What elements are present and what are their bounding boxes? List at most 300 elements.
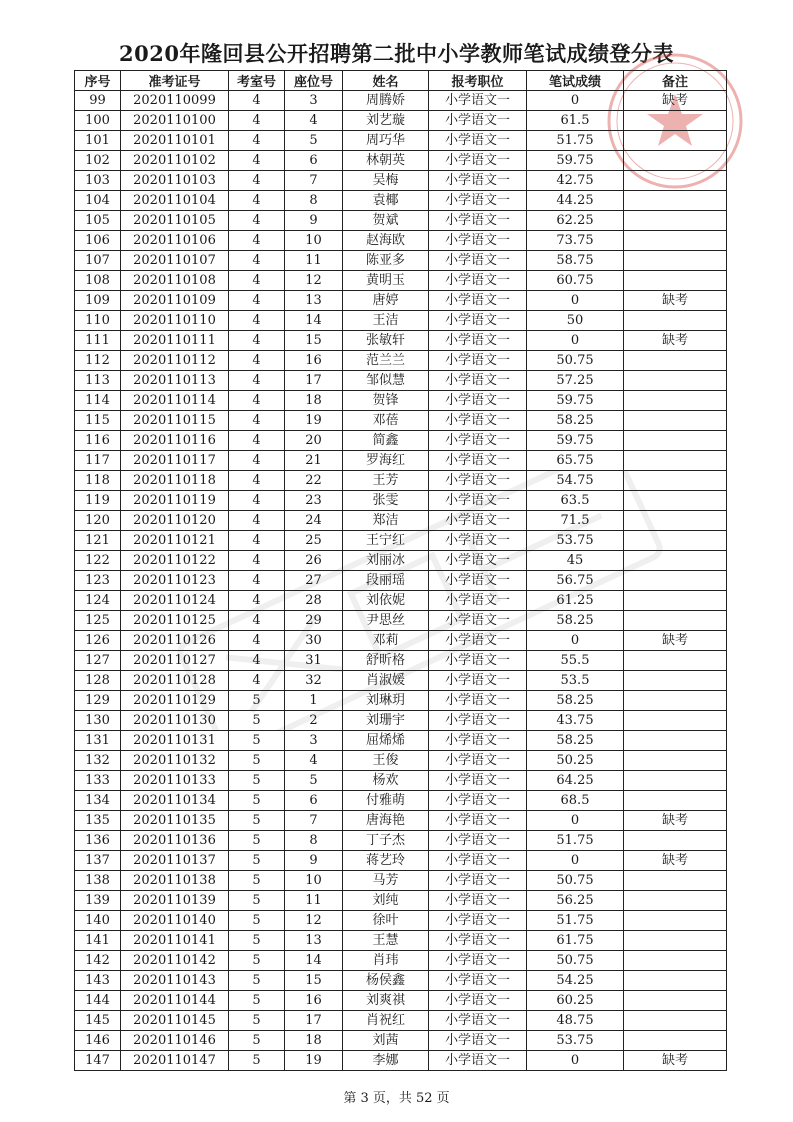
table-row bbox=[75, 351, 727, 371]
cell-remark bbox=[624, 591, 727, 611]
table-row bbox=[75, 251, 727, 271]
table-header-row bbox=[75, 71, 727, 91]
cell-seq: 124 bbox=[75, 591, 121, 611]
cell-position: 小学语文一 bbox=[429, 231, 527, 251]
cell-exam-id: 2020110130 bbox=[121, 711, 229, 731]
cell-room: 4 bbox=[229, 391, 285, 411]
cell-seq: 130 bbox=[75, 711, 121, 731]
cell-remark: 缺考 bbox=[624, 811, 727, 831]
cell-position: 小学语文一 bbox=[429, 651, 527, 671]
cell-name: 王芳 bbox=[343, 471, 429, 491]
cell-seat: 13 bbox=[285, 931, 343, 951]
cell-name: 杨欢 bbox=[343, 771, 429, 791]
cell-score: 0 bbox=[527, 851, 624, 871]
cell-exam-id: 2020110147 bbox=[121, 1051, 229, 1071]
cell-remark bbox=[624, 371, 727, 391]
cell-name: 肖祝红 bbox=[343, 1011, 429, 1031]
table-row bbox=[75, 951, 727, 971]
cell-room: 4 bbox=[229, 571, 285, 591]
cell-remark bbox=[624, 111, 727, 131]
cell-seat: 18 bbox=[285, 1031, 343, 1051]
cell-seq: 140 bbox=[75, 911, 121, 931]
cell-room: 5 bbox=[229, 731, 285, 751]
cell-exam-id: 2020110120 bbox=[121, 511, 229, 531]
cell-name: 舒昕格 bbox=[343, 651, 429, 671]
cell-score: 71.5 bbox=[527, 511, 624, 531]
table-row bbox=[75, 271, 727, 291]
cell-remark bbox=[624, 551, 727, 571]
cell-room: 5 bbox=[229, 791, 285, 811]
cell-score: 64.25 bbox=[527, 771, 624, 791]
cell-position: 小学语文一 bbox=[429, 591, 527, 611]
cell-seq: 135 bbox=[75, 811, 121, 831]
cell-score: 53.75 bbox=[527, 1031, 624, 1051]
cell-exam-id: 2020110122 bbox=[121, 551, 229, 571]
cell-name: 范兰兰 bbox=[343, 351, 429, 371]
cell-seq: 147 bbox=[75, 1051, 121, 1071]
cell-name: 张雯 bbox=[343, 491, 429, 511]
cell-exam-id: 2020110125 bbox=[121, 611, 229, 631]
cell-score: 0 bbox=[527, 811, 624, 831]
cell-exam-id: 2020110106 bbox=[121, 231, 229, 251]
cell-position: 小学语文一 bbox=[429, 1031, 527, 1051]
cell-room: 4 bbox=[229, 331, 285, 351]
cell-seat: 10 bbox=[285, 231, 343, 251]
cell-score: 59.75 bbox=[527, 431, 624, 451]
cell-score: 63.5 bbox=[527, 491, 624, 511]
cell-position: 小学语文一 bbox=[429, 171, 527, 191]
table-row bbox=[75, 971, 727, 991]
cell-remark bbox=[624, 411, 727, 431]
cell-remark bbox=[624, 751, 727, 771]
cell-exam-id: 2020110114 bbox=[121, 391, 229, 411]
cell-seat: 21 bbox=[285, 451, 343, 471]
cell-exam-id: 2020110141 bbox=[121, 931, 229, 951]
cell-seat: 9 bbox=[285, 211, 343, 231]
cell-seq: 104 bbox=[75, 191, 121, 211]
cell-score: 59.75 bbox=[527, 151, 624, 171]
cell-seq: 106 bbox=[75, 231, 121, 251]
table-row bbox=[75, 851, 727, 871]
cell-exam-id: 2020110127 bbox=[121, 651, 229, 671]
table-row bbox=[75, 911, 727, 931]
cell-score: 54.75 bbox=[527, 471, 624, 491]
table-row bbox=[75, 311, 727, 331]
cell-seq: 139 bbox=[75, 891, 121, 911]
cell-name: 王慧 bbox=[343, 931, 429, 951]
table-row bbox=[75, 891, 727, 911]
cell-name: 刘琳玥 bbox=[343, 691, 429, 711]
table-row bbox=[75, 611, 727, 631]
cell-name: 刘珊宇 bbox=[343, 711, 429, 731]
cell-name: 罗海红 bbox=[343, 451, 429, 471]
table-row bbox=[75, 591, 727, 611]
cell-exam-id: 2020110100 bbox=[121, 111, 229, 131]
cell-name: 吴梅 bbox=[343, 171, 429, 191]
cell-remark bbox=[624, 571, 727, 591]
cell-remark bbox=[624, 251, 727, 271]
cell-score: 62.25 bbox=[527, 211, 624, 231]
cell-seq: 136 bbox=[75, 831, 121, 851]
cell-position: 小学语文一 bbox=[429, 151, 527, 171]
cell-position: 小学语文一 bbox=[429, 131, 527, 151]
table-row bbox=[75, 531, 727, 551]
cell-remark bbox=[624, 271, 727, 291]
cell-score: 55.5 bbox=[527, 651, 624, 671]
cell-score: 73.75 bbox=[527, 231, 624, 251]
cell-score: 58.25 bbox=[527, 731, 624, 751]
cell-name: 蒋艺玲 bbox=[343, 851, 429, 871]
cell-score: 51.75 bbox=[527, 911, 624, 931]
cell-room: 4 bbox=[229, 471, 285, 491]
cell-position: 小学语文一 bbox=[429, 371, 527, 391]
cell-score: 60.75 bbox=[527, 271, 624, 291]
cell-seat: 9 bbox=[285, 851, 343, 871]
cell-remark bbox=[624, 351, 727, 371]
cell-score: 50 bbox=[527, 311, 624, 331]
cell-score: 0 bbox=[527, 631, 624, 651]
cell-position: 小学语文一 bbox=[429, 1051, 527, 1071]
cell-position: 小学语文一 bbox=[429, 631, 527, 651]
page-footer: 第 3 页，共 52 页 bbox=[343, 1091, 450, 1106]
cell-seq: 126 bbox=[75, 631, 121, 651]
cell-exam-id: 2020110145 bbox=[121, 1011, 229, 1031]
cell-room: 4 bbox=[229, 511, 285, 531]
cell-name: 林朝英 bbox=[343, 151, 429, 171]
cell-name: 袁椰 bbox=[343, 191, 429, 211]
cell-room: 4 bbox=[229, 91, 285, 111]
cell-position: 小学语文一 bbox=[429, 471, 527, 491]
cell-remark bbox=[624, 451, 727, 471]
cell-seq: 120 bbox=[75, 511, 121, 531]
cell-remark bbox=[624, 1031, 727, 1051]
cell-position: 小学语文一 bbox=[429, 451, 527, 471]
cell-seat: 26 bbox=[285, 551, 343, 571]
cell-score: 65.75 bbox=[527, 451, 624, 471]
cell-name: 唐海艳 bbox=[343, 811, 429, 831]
cell-seq: 127 bbox=[75, 651, 121, 671]
table-row bbox=[75, 131, 727, 151]
cell-remark bbox=[624, 131, 727, 151]
cell-room: 4 bbox=[229, 591, 285, 611]
cell-score: 44.25 bbox=[527, 191, 624, 211]
cell-name: 王洁 bbox=[343, 311, 429, 331]
cell-name: 邓莉 bbox=[343, 631, 429, 651]
cell-name: 简鑫 bbox=[343, 431, 429, 451]
cell-seat: 13 bbox=[285, 291, 343, 311]
cell-name: 尹思丝 bbox=[343, 611, 429, 631]
cell-remark bbox=[624, 871, 727, 891]
cell-position: 小学语文一 bbox=[429, 311, 527, 331]
cell-room: 5 bbox=[229, 1011, 285, 1031]
cell-seq: 133 bbox=[75, 771, 121, 791]
cell-name: 刘丽冰 bbox=[343, 551, 429, 571]
cell-position: 小学语文一 bbox=[429, 191, 527, 211]
header-score: 笔试成绩 bbox=[527, 71, 624, 91]
table-row bbox=[75, 571, 727, 591]
cell-exam-id: 2020110137 bbox=[121, 851, 229, 871]
cell-score: 50.75 bbox=[527, 951, 624, 971]
cell-seat: 24 bbox=[285, 511, 343, 531]
cell-seat: 8 bbox=[285, 191, 343, 211]
cell-position: 小学语文一 bbox=[429, 551, 527, 571]
cell-remark bbox=[624, 731, 727, 751]
cell-exam-id: 2020110140 bbox=[121, 911, 229, 931]
cell-position: 小学语文一 bbox=[429, 291, 527, 311]
cell-name: 贺锋 bbox=[343, 391, 429, 411]
cell-seat: 27 bbox=[285, 571, 343, 591]
cell-name: 刘爽祺 bbox=[343, 991, 429, 1011]
cell-seat: 1 bbox=[285, 691, 343, 711]
cell-seq: 143 bbox=[75, 971, 121, 991]
cell-exam-id: 2020110132 bbox=[121, 751, 229, 771]
cell-remark bbox=[624, 791, 727, 811]
cell-room: 5 bbox=[229, 751, 285, 771]
table-row bbox=[75, 771, 727, 791]
cell-room: 5 bbox=[229, 711, 285, 731]
cell-exam-id: 2020110112 bbox=[121, 351, 229, 371]
table-row bbox=[75, 731, 727, 751]
cell-seq: 117 bbox=[75, 451, 121, 471]
cell-remark bbox=[624, 191, 727, 211]
cell-score: 57.25 bbox=[527, 371, 624, 391]
table-row bbox=[75, 171, 727, 191]
cell-seat: 17 bbox=[285, 371, 343, 391]
cell-position: 小学语文一 bbox=[429, 711, 527, 731]
cell-seat: 3 bbox=[285, 731, 343, 751]
cell-seq: 118 bbox=[75, 471, 121, 491]
cell-seat: 16 bbox=[285, 991, 343, 1011]
cell-remark bbox=[624, 311, 727, 331]
cell-room: 5 bbox=[229, 991, 285, 1011]
cell-score: 58.75 bbox=[527, 251, 624, 271]
cell-seat: 32 bbox=[285, 671, 343, 691]
cell-remark bbox=[624, 151, 727, 171]
cell-position: 小学语文一 bbox=[429, 891, 527, 911]
header-remark: 备注 bbox=[624, 71, 727, 91]
cell-score: 48.75 bbox=[527, 1011, 624, 1031]
cell-exam-id: 2020110135 bbox=[121, 811, 229, 831]
cell-remark: 缺考 bbox=[624, 1051, 727, 1071]
cell-room: 5 bbox=[229, 691, 285, 711]
table-row bbox=[75, 511, 727, 531]
cell-remark bbox=[624, 931, 727, 951]
cell-name: 刘依妮 bbox=[343, 591, 429, 611]
cell-room: 5 bbox=[229, 811, 285, 831]
cell-room: 5 bbox=[229, 851, 285, 871]
cell-exam-id: 2020110110 bbox=[121, 311, 229, 331]
cell-exam-id: 2020110131 bbox=[121, 731, 229, 751]
cell-seat: 3 bbox=[285, 91, 343, 111]
cell-name: 肖玮 bbox=[343, 951, 429, 971]
cell-seat: 5 bbox=[285, 771, 343, 791]
table-row bbox=[75, 411, 727, 431]
cell-seat: 17 bbox=[285, 1011, 343, 1031]
cell-score: 60.25 bbox=[527, 991, 624, 1011]
cell-name: 郑洁 bbox=[343, 511, 429, 531]
cell-remark bbox=[624, 911, 727, 931]
cell-score: 0 bbox=[527, 291, 624, 311]
cell-room: 5 bbox=[229, 911, 285, 931]
cell-exam-id: 2020110111 bbox=[121, 331, 229, 351]
cell-room: 4 bbox=[229, 631, 285, 651]
cell-seat: 14 bbox=[285, 951, 343, 971]
table-row bbox=[75, 331, 727, 351]
table-row bbox=[75, 751, 727, 771]
score-table bbox=[74, 70, 727, 1071]
cell-exam-id: 2020110107 bbox=[121, 251, 229, 271]
cell-seat: 4 bbox=[285, 751, 343, 771]
cell-exam-id: 2020110143 bbox=[121, 971, 229, 991]
cell-seat: 28 bbox=[285, 591, 343, 611]
cell-score: 68.5 bbox=[527, 791, 624, 811]
cell-room: 4 bbox=[229, 671, 285, 691]
cell-position: 小学语文一 bbox=[429, 931, 527, 951]
cell-seat: 2 bbox=[285, 711, 343, 731]
table-row bbox=[75, 151, 727, 171]
cell-position: 小学语文一 bbox=[429, 791, 527, 811]
cell-seat: 12 bbox=[285, 911, 343, 931]
cell-seat: 23 bbox=[285, 491, 343, 511]
cell-position: 小学语文一 bbox=[429, 771, 527, 791]
cell-room: 5 bbox=[229, 771, 285, 791]
cell-seq: 111 bbox=[75, 331, 121, 351]
cell-remark bbox=[624, 831, 727, 851]
cell-seq: 112 bbox=[75, 351, 121, 371]
cell-name: 马芳 bbox=[343, 871, 429, 891]
cell-seq: 100 bbox=[75, 111, 121, 131]
cell-position: 小学语文一 bbox=[429, 731, 527, 751]
cell-seat: 7 bbox=[285, 171, 343, 191]
cell-remark: 缺考 bbox=[624, 291, 727, 311]
cell-position: 小学语文一 bbox=[429, 991, 527, 1011]
table-row bbox=[75, 711, 727, 731]
cell-exam-id: 2020110102 bbox=[121, 151, 229, 171]
cell-seq: 134 bbox=[75, 791, 121, 811]
cell-seat: 29 bbox=[285, 611, 343, 631]
cell-seq: 125 bbox=[75, 611, 121, 631]
table-row bbox=[75, 1051, 727, 1071]
cell-score: 51.75 bbox=[527, 831, 624, 851]
cell-score: 54.25 bbox=[527, 971, 624, 991]
cell-room: 4 bbox=[229, 431, 285, 451]
cell-exam-id: 2020110117 bbox=[121, 451, 229, 471]
cell-seat: 6 bbox=[285, 151, 343, 171]
cell-room: 4 bbox=[229, 351, 285, 371]
cell-name: 李娜 bbox=[343, 1051, 429, 1071]
cell-room: 4 bbox=[229, 111, 285, 131]
cell-seq: 128 bbox=[75, 671, 121, 691]
cell-seq: 131 bbox=[75, 731, 121, 751]
cell-remark bbox=[624, 991, 727, 1011]
header-position: 报考职位 bbox=[429, 71, 527, 91]
table-row bbox=[75, 1011, 727, 1031]
cell-seat: 10 bbox=[285, 871, 343, 891]
cell-position: 小学语文一 bbox=[429, 511, 527, 531]
cell-seq: 99 bbox=[75, 91, 121, 111]
cell-position: 小学语文一 bbox=[429, 351, 527, 371]
cell-position: 小学语文一 bbox=[429, 851, 527, 871]
cell-room: 4 bbox=[229, 451, 285, 471]
cell-remark bbox=[624, 971, 727, 991]
cell-room: 4 bbox=[229, 171, 285, 191]
cell-remark: 缺考 bbox=[624, 331, 727, 351]
header-exam-id: 准考证号 bbox=[121, 71, 229, 91]
cell-seq: 122 bbox=[75, 551, 121, 571]
cell-exam-id: 2020110099 bbox=[121, 91, 229, 111]
cell-seat: 11 bbox=[285, 891, 343, 911]
cell-remark bbox=[624, 691, 727, 711]
table-row bbox=[75, 371, 727, 391]
cell-seq: 105 bbox=[75, 211, 121, 231]
cell-name: 邓蓓 bbox=[343, 411, 429, 431]
cell-position: 小学语文一 bbox=[429, 211, 527, 231]
table-row bbox=[75, 671, 727, 691]
cell-score: 50.25 bbox=[527, 751, 624, 771]
cell-score: 56.75 bbox=[527, 571, 624, 591]
cell-room: 5 bbox=[229, 1051, 285, 1071]
cell-name: 张敏轩 bbox=[343, 331, 429, 351]
cell-exam-id: 2020110116 bbox=[121, 431, 229, 451]
cell-remark bbox=[624, 391, 727, 411]
cell-name: 刘艺璇 bbox=[343, 111, 429, 131]
cell-seat: 6 bbox=[285, 791, 343, 811]
cell-name: 段丽瑶 bbox=[343, 571, 429, 591]
cell-seq: 103 bbox=[75, 171, 121, 191]
cell-position: 小学语文一 bbox=[429, 531, 527, 551]
cell-seat: 7 bbox=[285, 811, 343, 831]
cell-exam-id: 2020110136 bbox=[121, 831, 229, 851]
cell-remark bbox=[624, 431, 727, 451]
cell-exam-id: 2020110128 bbox=[121, 671, 229, 691]
cell-remark bbox=[624, 1011, 727, 1031]
cell-remark bbox=[624, 951, 727, 971]
cell-position: 小学语文一 bbox=[429, 671, 527, 691]
cell-position: 小学语文一 bbox=[429, 491, 527, 511]
cell-score: 0 bbox=[527, 1051, 624, 1071]
cell-seq: 116 bbox=[75, 431, 121, 451]
cell-remark bbox=[624, 611, 727, 631]
table-row bbox=[75, 211, 727, 231]
cell-score: 42.75 bbox=[527, 171, 624, 191]
cell-room: 4 bbox=[229, 411, 285, 431]
cell-exam-id: 2020110118 bbox=[121, 471, 229, 491]
cell-room: 4 bbox=[229, 191, 285, 211]
header-seq: 序号 bbox=[75, 71, 121, 91]
cell-remark: 缺考 bbox=[624, 851, 727, 871]
cell-exam-id: 2020110124 bbox=[121, 591, 229, 611]
cell-seat: 25 bbox=[285, 531, 343, 551]
cell-room: 4 bbox=[229, 491, 285, 511]
cell-position: 小学语文一 bbox=[429, 91, 527, 111]
table-row bbox=[75, 1031, 727, 1051]
cell-exam-id: 2020110142 bbox=[121, 951, 229, 971]
cell-exam-id: 2020110103 bbox=[121, 171, 229, 191]
cell-name: 屈烯烯 bbox=[343, 731, 429, 751]
cell-position: 小学语文一 bbox=[429, 831, 527, 851]
cell-room: 4 bbox=[229, 271, 285, 291]
cell-score: 53.5 bbox=[527, 671, 624, 691]
cell-seq: 108 bbox=[75, 271, 121, 291]
cell-score: 50.75 bbox=[527, 871, 624, 891]
cell-remark bbox=[624, 511, 727, 531]
cell-position: 小学语文一 bbox=[429, 251, 527, 271]
cell-seat: 19 bbox=[285, 1051, 343, 1071]
cell-position: 小学语文一 bbox=[429, 1011, 527, 1031]
cell-score: 61.25 bbox=[527, 591, 624, 611]
cell-room: 4 bbox=[229, 371, 285, 391]
cell-score: 45 bbox=[527, 551, 624, 571]
